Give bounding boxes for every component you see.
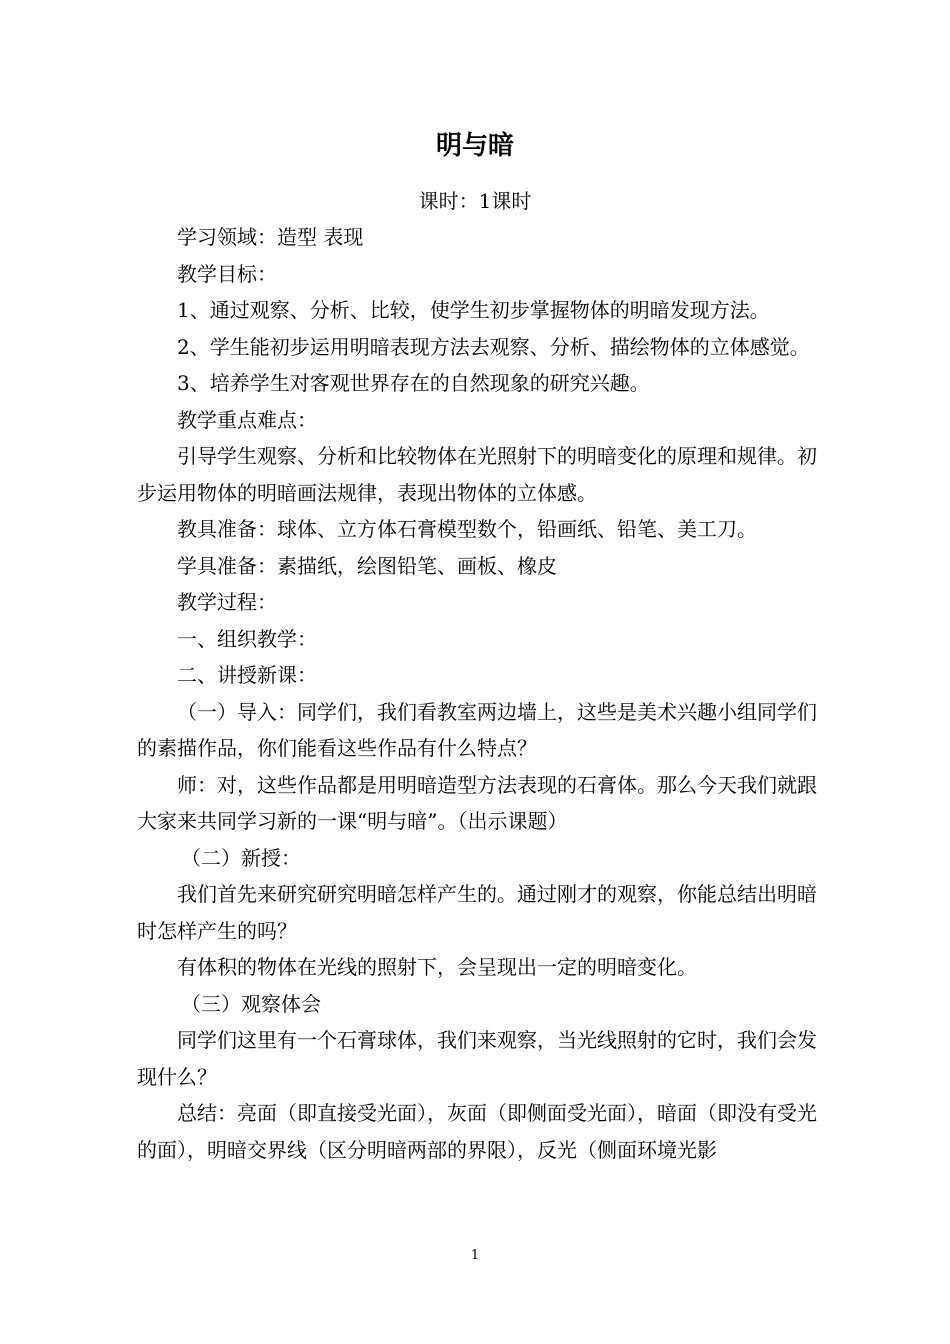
document-body — [137, 219, 817, 1168]
paragraph-summary: 总结：亮面（即直接受光面），灰面（即侧面受光面），暗面（即没有受光的面），明暗交界线（区分明暗两部的界限），反光（侧面环境光影 — [137, 1101, 817, 1162]
paragraph-light-shadow: 有体积的物体在光线的照射下，会呈现出一定的明暗变化。 — [177, 955, 697, 979]
paragraph-goal-1: 1、通过观察、分析、比较，使学生初步掌握物体的明暗发现方法。 — [177, 298, 770, 322]
paragraph-step-2: 二、讲授新课： — [177, 663, 317, 687]
document-subtitle: 课时：1课时 — [418, 189, 532, 213]
paragraph-new-lesson-heading: （二）新授： — [181, 845, 301, 870]
paragraph-goal-2: 2、学生能初步运用明暗表现方法去观察、分析、描绘物体的立体感觉。 — [177, 334, 810, 359]
paragraph-step-1: 一、组织教学： — [177, 626, 317, 651]
paragraph-key-points: 引导学生观察、分析和比较物体在光照射下的明暗变化的原理和规律。初步运用物体的明暗画法规律，表现出物体的立体感。 — [137, 444, 817, 505]
paragraph-observation-heading: （三）观察体会 — [181, 991, 321, 1016]
document-title: 明与暗 — [435, 131, 514, 161]
paragraph-process-heading: 教学过程： — [177, 590, 277, 614]
paragraph-new-lesson: 我们首先来研究研究明暗怎样产生的。通过刚才的观察，你能总结出明暗时怎样产生的吗？ — [137, 882, 817, 943]
paragraph-goal-3: 3、培养学生对客观世界存在的自然现象的研究兴趣。 — [177, 371, 650, 395]
paragraph-observation: 同学们这里有一个石膏球体，我们来观察，当光线照射的它时，我们会发现什么？ — [137, 1028, 817, 1089]
paragraph-learning-aids: 学具准备：素描纸，绘图铅笔、画板、橡皮 — [177, 553, 557, 578]
paragraph-teacher-remark: 师：对，这些作品都是用明暗造型方法表现的石膏体。那么今天我们就跟大家来共同学习新的一课“明与暗”。（出示课题） — [137, 772, 817, 833]
paragraph-introduction: （一）导入：同学们，我们看教室两边墙上，这些是美术兴趣小组同学们的素描作品，你们能看这些作品有什么特点？ — [137, 699, 817, 760]
paragraph-teaching-aids: 教具准备：球体、立方体石膏模型数个，铅画纸、铅笔、美工刀。 — [177, 517, 757, 541]
paragraph-teaching-goals-heading: 教学目标： — [177, 261, 277, 286]
paragraph-key-points-heading: 教学重点难点： — [177, 407, 317, 432]
page-number: 1 — [470, 1248, 480, 1263]
paragraph-learning-area: 学习领域：造型 表现 — [177, 225, 364, 249]
